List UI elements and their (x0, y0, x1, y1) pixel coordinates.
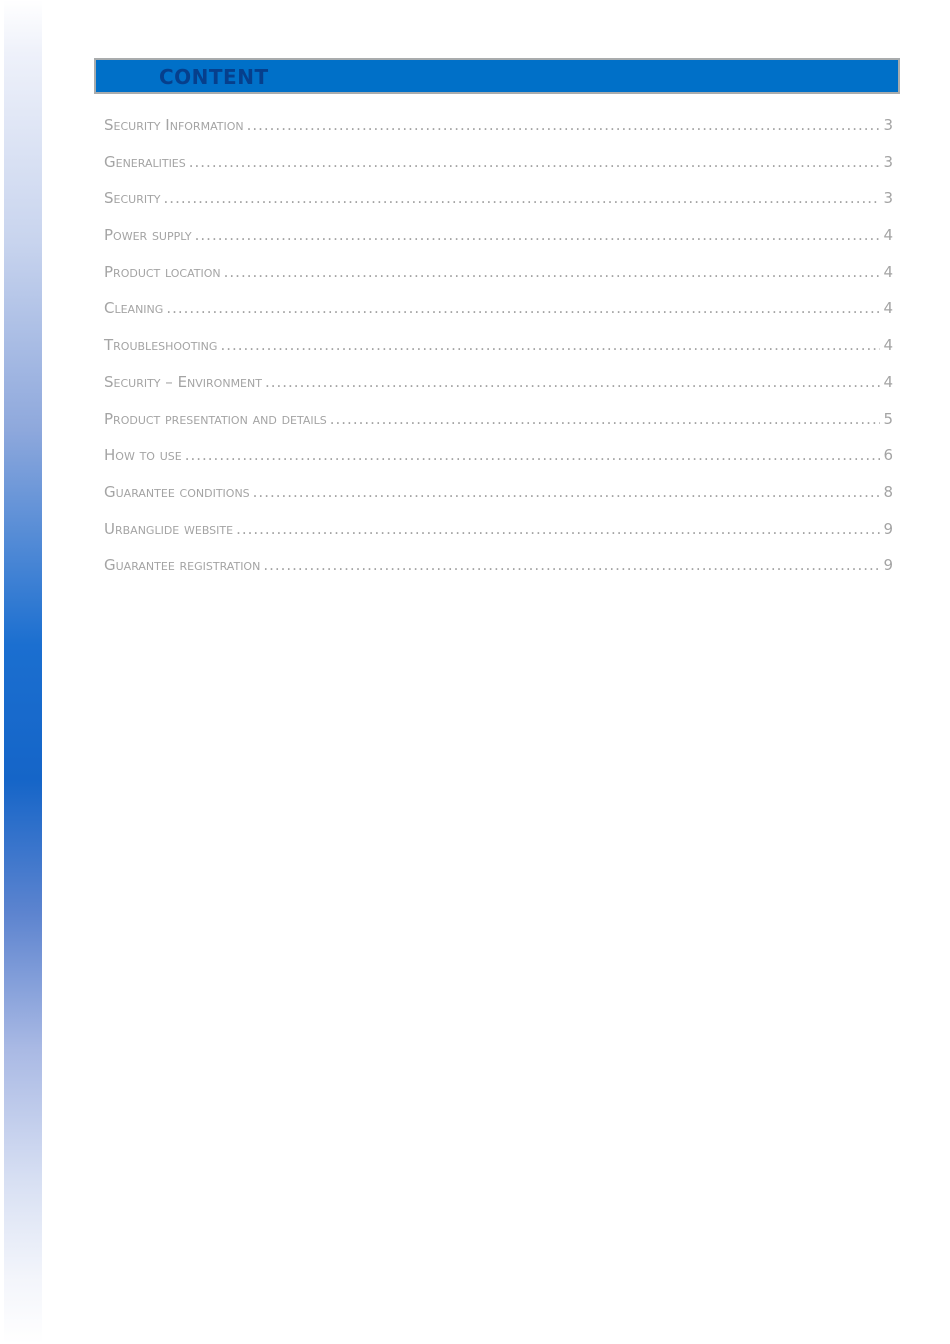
toc-dot-leader (265, 371, 880, 393)
toc-entry-page: 9 (883, 556, 893, 575)
toc-dot-leader (247, 114, 881, 136)
toc-dot-leader (236, 518, 880, 540)
toc-entry-page: 4 (883, 372, 893, 391)
toc-entry-page: 4 (883, 226, 893, 245)
toc-entry-page: 9 (883, 519, 893, 538)
toc-entry-label: Urbanglide website (104, 519, 234, 538)
toc-entry-label: Security Information (104, 116, 244, 134)
side-gradient-bar (4, 0, 42, 1344)
page-title: CONTENT (159, 65, 269, 89)
toc-dot-leader (189, 151, 881, 173)
toc-dot-leader (263, 554, 880, 576)
toc-entry-product-presentation[interactable] (104, 408, 893, 445)
toc-entry-guarantee-conditions[interactable] (104, 481, 893, 518)
toc-entry-product-location[interactable] (104, 261, 893, 298)
content-header-bar (94, 58, 900, 94)
toc-entry-page: 3 (883, 116, 893, 134)
toc-entry-security-information[interactable] (104, 114, 893, 151)
toc-entry-page: 3 (883, 189, 893, 208)
toc-entry-page: 4 (883, 299, 893, 318)
toc-entry-generalities[interactable] (104, 151, 893, 188)
toc-entry-label: Product location (104, 262, 221, 281)
toc-entry-page: 6 (883, 446, 893, 465)
toc-entry-label: Security (104, 189, 161, 208)
toc-entry-security-environment[interactable] (104, 371, 893, 408)
toc-entry-page: 4 (883, 262, 893, 281)
toc-dot-leader (185, 444, 881, 466)
toc-entry-power-supply[interactable] (104, 224, 893, 261)
toc-entry-label: How to use (104, 446, 182, 465)
toc-dot-leader (224, 261, 881, 283)
toc-dot-leader (164, 187, 881, 209)
toc-entry-label: Product presentation and details (104, 409, 327, 428)
toc-entry-page: 3 (883, 152, 893, 171)
toc-entry-guarantee-registration[interactable] (104, 554, 893, 591)
toc-entry-label: Generalities (104, 152, 186, 171)
toc-entry-page: 8 (883, 482, 893, 501)
toc-entry-urbanglide-website[interactable] (104, 518, 893, 555)
toc-entry-page: 5 (883, 409, 893, 428)
toc-entry-page: 4 (883, 336, 893, 355)
toc-entry-cleaning[interactable] (104, 297, 893, 334)
toc-entry-label: Guarantee conditions (104, 482, 250, 501)
toc-entry-label: Cleaning (104, 299, 164, 318)
toc-dot-leader (195, 224, 881, 246)
toc-dot-leader (253, 481, 881, 503)
toc-entry-label: Security – Environment (104, 372, 262, 391)
toc-entry-label: Guarantee registration (104, 556, 261, 575)
table-of-contents (104, 114, 893, 591)
toc-entry-troubleshooting[interactable] (104, 334, 893, 371)
toc-entry-security[interactable] (104, 187, 893, 224)
toc-dot-leader (220, 334, 880, 356)
toc-entry-label: Troubleshooting (104, 336, 218, 355)
toc-entry-label: Power supply (104, 226, 192, 245)
toc-dot-leader (330, 408, 881, 430)
toc-entry-how-to-use[interactable] (104, 444, 893, 481)
toc-dot-leader (166, 297, 880, 319)
